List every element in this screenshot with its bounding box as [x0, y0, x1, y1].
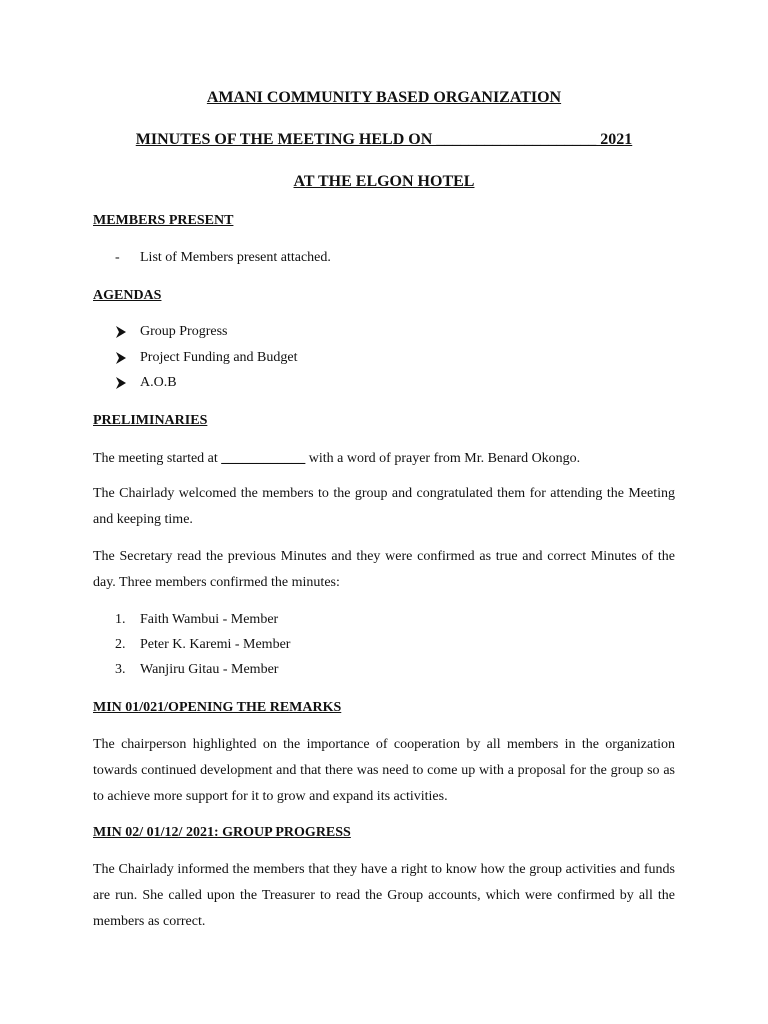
list-item-text: Peter K. Karemi - Member [140, 637, 291, 652]
list-number: 2. [115, 637, 126, 652]
agenda-item-label: Group Progress [140, 324, 228, 339]
list-number: 3. [115, 662, 126, 677]
members-present-note: List of Members present attached. [140, 250, 331, 265]
agendas-heading: AGENDAS [93, 288, 162, 303]
minutes-title-year: 2021 [596, 131, 633, 148]
min02-heading: MIN 02/ 01/12/ 2021: GROUP PROGRESS [93, 825, 351, 840]
welcome-paragraph: The Chairlady welcomed the members to the group and congratulated them for attending the Meeting and keeping time. [93, 486, 675, 527]
arrowhead-bullet-icon [115, 325, 127, 339]
list-item-text: Wanjiru Gitau - Member [140, 662, 279, 677]
minutes-title-prefix: MINUTES OF THE MEETING HELD ON [135, 131, 437, 148]
min01-paragraph: The chairperson highlighted on the importance of cooperation by all members in the organization towards continued development and that there was need to come up with a proposal for the group so as to achieve more support for it to grow and expand its activities. [93, 737, 675, 804]
minutes-title [0, 130, 768, 150]
meeting-date-blank: ____________________ [436, 131, 597, 148]
arrowhead-bullet-icon [115, 351, 127, 365]
list-number: 1. [115, 612, 126, 627]
meeting-start-time-blank: ____________ [221, 451, 306, 466]
agenda-item-label: Project Funding and Budget [140, 350, 298, 365]
min01-heading: MIN 01/021/OPENING THE REMARKS [93, 700, 342, 715]
agenda-item-label: A.O.B [140, 375, 177, 390]
venue-title: AT THE ELGON HOTEL [293, 173, 475, 190]
previous-minutes-paragraph: The Secretary read the previous Minutes and they were confirmed as true and correct Minutes of the day. Three members confirmed the minutes: [93, 549, 675, 590]
meeting-start-line [93, 450, 580, 468]
meeting-start-prefix: The meeting started at [93, 451, 222, 466]
min02-paragraph: The Chairlady informed the members that they have a right to know how the group activities and funds are run. She called upon the Treasurer to read the Group accounts, which were confirmed by all the members as correct. [93, 862, 675, 929]
members-present-heading: MEMBERS PRESENT [93, 213, 234, 228]
organization-title: AMANI COMMUNITY BASED ORGANIZATION [206, 89, 562, 106]
arrowhead-bullet-icon [115, 376, 127, 390]
dash-marker: - [115, 250, 120, 265]
list-item-text: Faith Wambui - Member [140, 612, 279, 627]
meeting-start-suffix: with a word of prayer from Mr. Benard Okongo. [305, 451, 581, 466]
preliminaries-heading: PRELIMINARIES [93, 413, 208, 428]
